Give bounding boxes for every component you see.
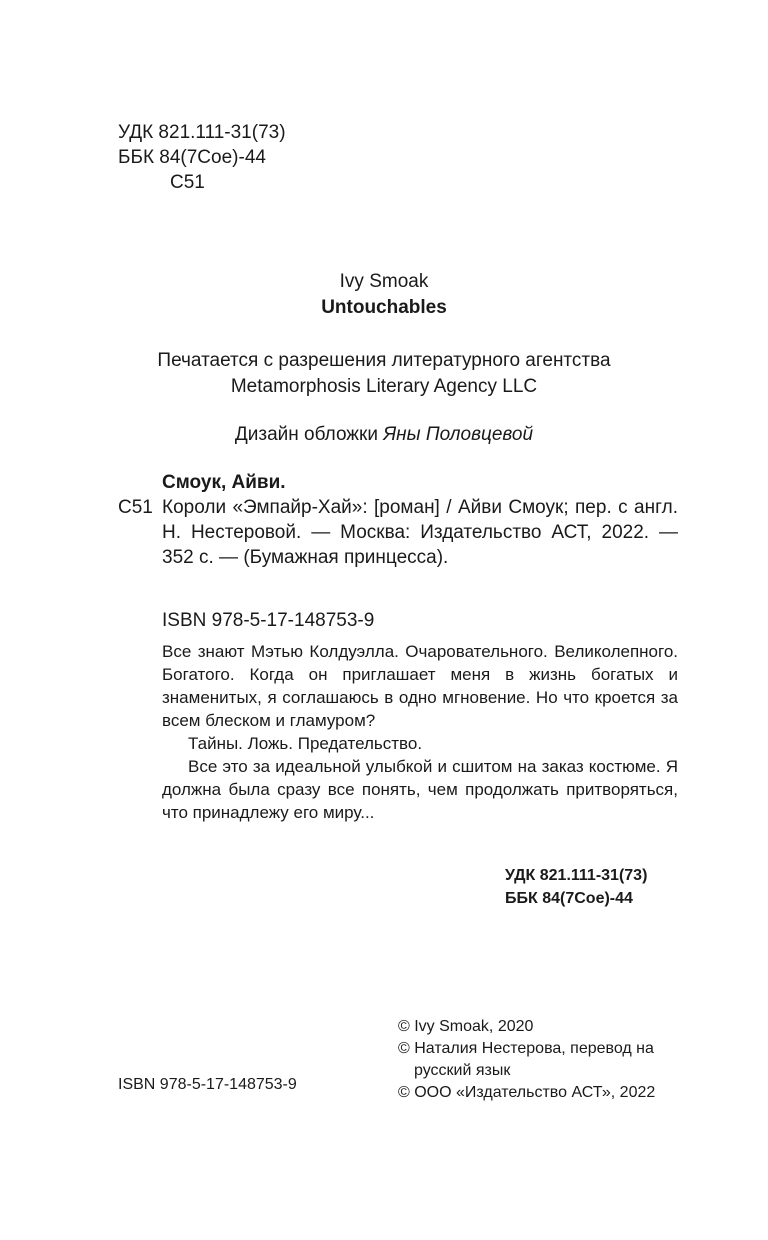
permission-notice	[0, 348, 768, 400]
annotation-paragraph-2: Тайны. Ложь. Предательство.	[188, 734, 423, 753]
record-code: С51	[118, 497, 153, 518]
bibliographic-record	[118, 470, 678, 570]
designer-name: Яны Половцевой	[383, 424, 534, 445]
record-body	[118, 495, 678, 570]
udk-code-right: УДК 821.111-31(73)	[505, 867, 648, 884]
original-title: Untouchables	[321, 297, 447, 318]
bbk-code: ББК 84(7Сое)-44	[118, 147, 266, 168]
annotation-paragraph-3: Все это за идеальной улыбкой и сшитом на заказ костюме. Я должна была сразу все понять, чем продолжать притворяться, что принадлежу его миру...	[162, 757, 678, 822]
annotation-paragraph-1: Все знают Мэтью Колдуэлла. Очаровательного. Великолепного. Богатого. Когда он приглашает меня в жизнь богатых и знаменитых, я соглашаюсь в одно мгновение. Но что кроется за всем блеском и гламуром?	[162, 642, 678, 730]
author-mark-code: С51	[170, 172, 205, 193]
udk-block-top	[118, 120, 286, 195]
original-author: Ivy Smoak	[339, 271, 429, 292]
cover-design-credit	[0, 424, 768, 446]
copyright-block	[398, 1016, 683, 1104]
design-prefix: Дизайн обложки	[234, 424, 378, 445]
record-author-heading: Смоук, Айви.	[162, 472, 286, 493]
permission-line-2: Metamorphosis Literary Agency LLC	[230, 376, 538, 397]
isbn-record: ISBN 978-5-17-148753-9	[162, 610, 375, 631]
copyright-translator: © Наталия Нестерова, перевод на русский язык	[398, 1040, 654, 1079]
udk-block-right	[505, 864, 647, 910]
bbk-code-right: ББК 84(7Сое)-44	[505, 890, 633, 907]
copyright-publisher: © ООО «Издательство АСТ», 2022	[398, 1084, 656, 1101]
udk-code: УДК 821.111-31(73)	[118, 122, 286, 143]
annotation	[162, 640, 678, 824]
copyright-author: © Ivy Smoak, 2020	[398, 1018, 534, 1035]
isbn-bottom: ISBN 978-5-17-148753-9	[118, 1076, 297, 1093]
permission-line-1: Печатается с разрешения литературного агентства	[157, 350, 611, 371]
record-description: Короли «Эмпайр-Хай»: [роман] / Айви Смоук; пер. с англ. Н. Нестеровой. — Москва: Издательство АСТ, 2022. — 352 с. — (Бумажная принцесса).	[162, 497, 678, 568]
